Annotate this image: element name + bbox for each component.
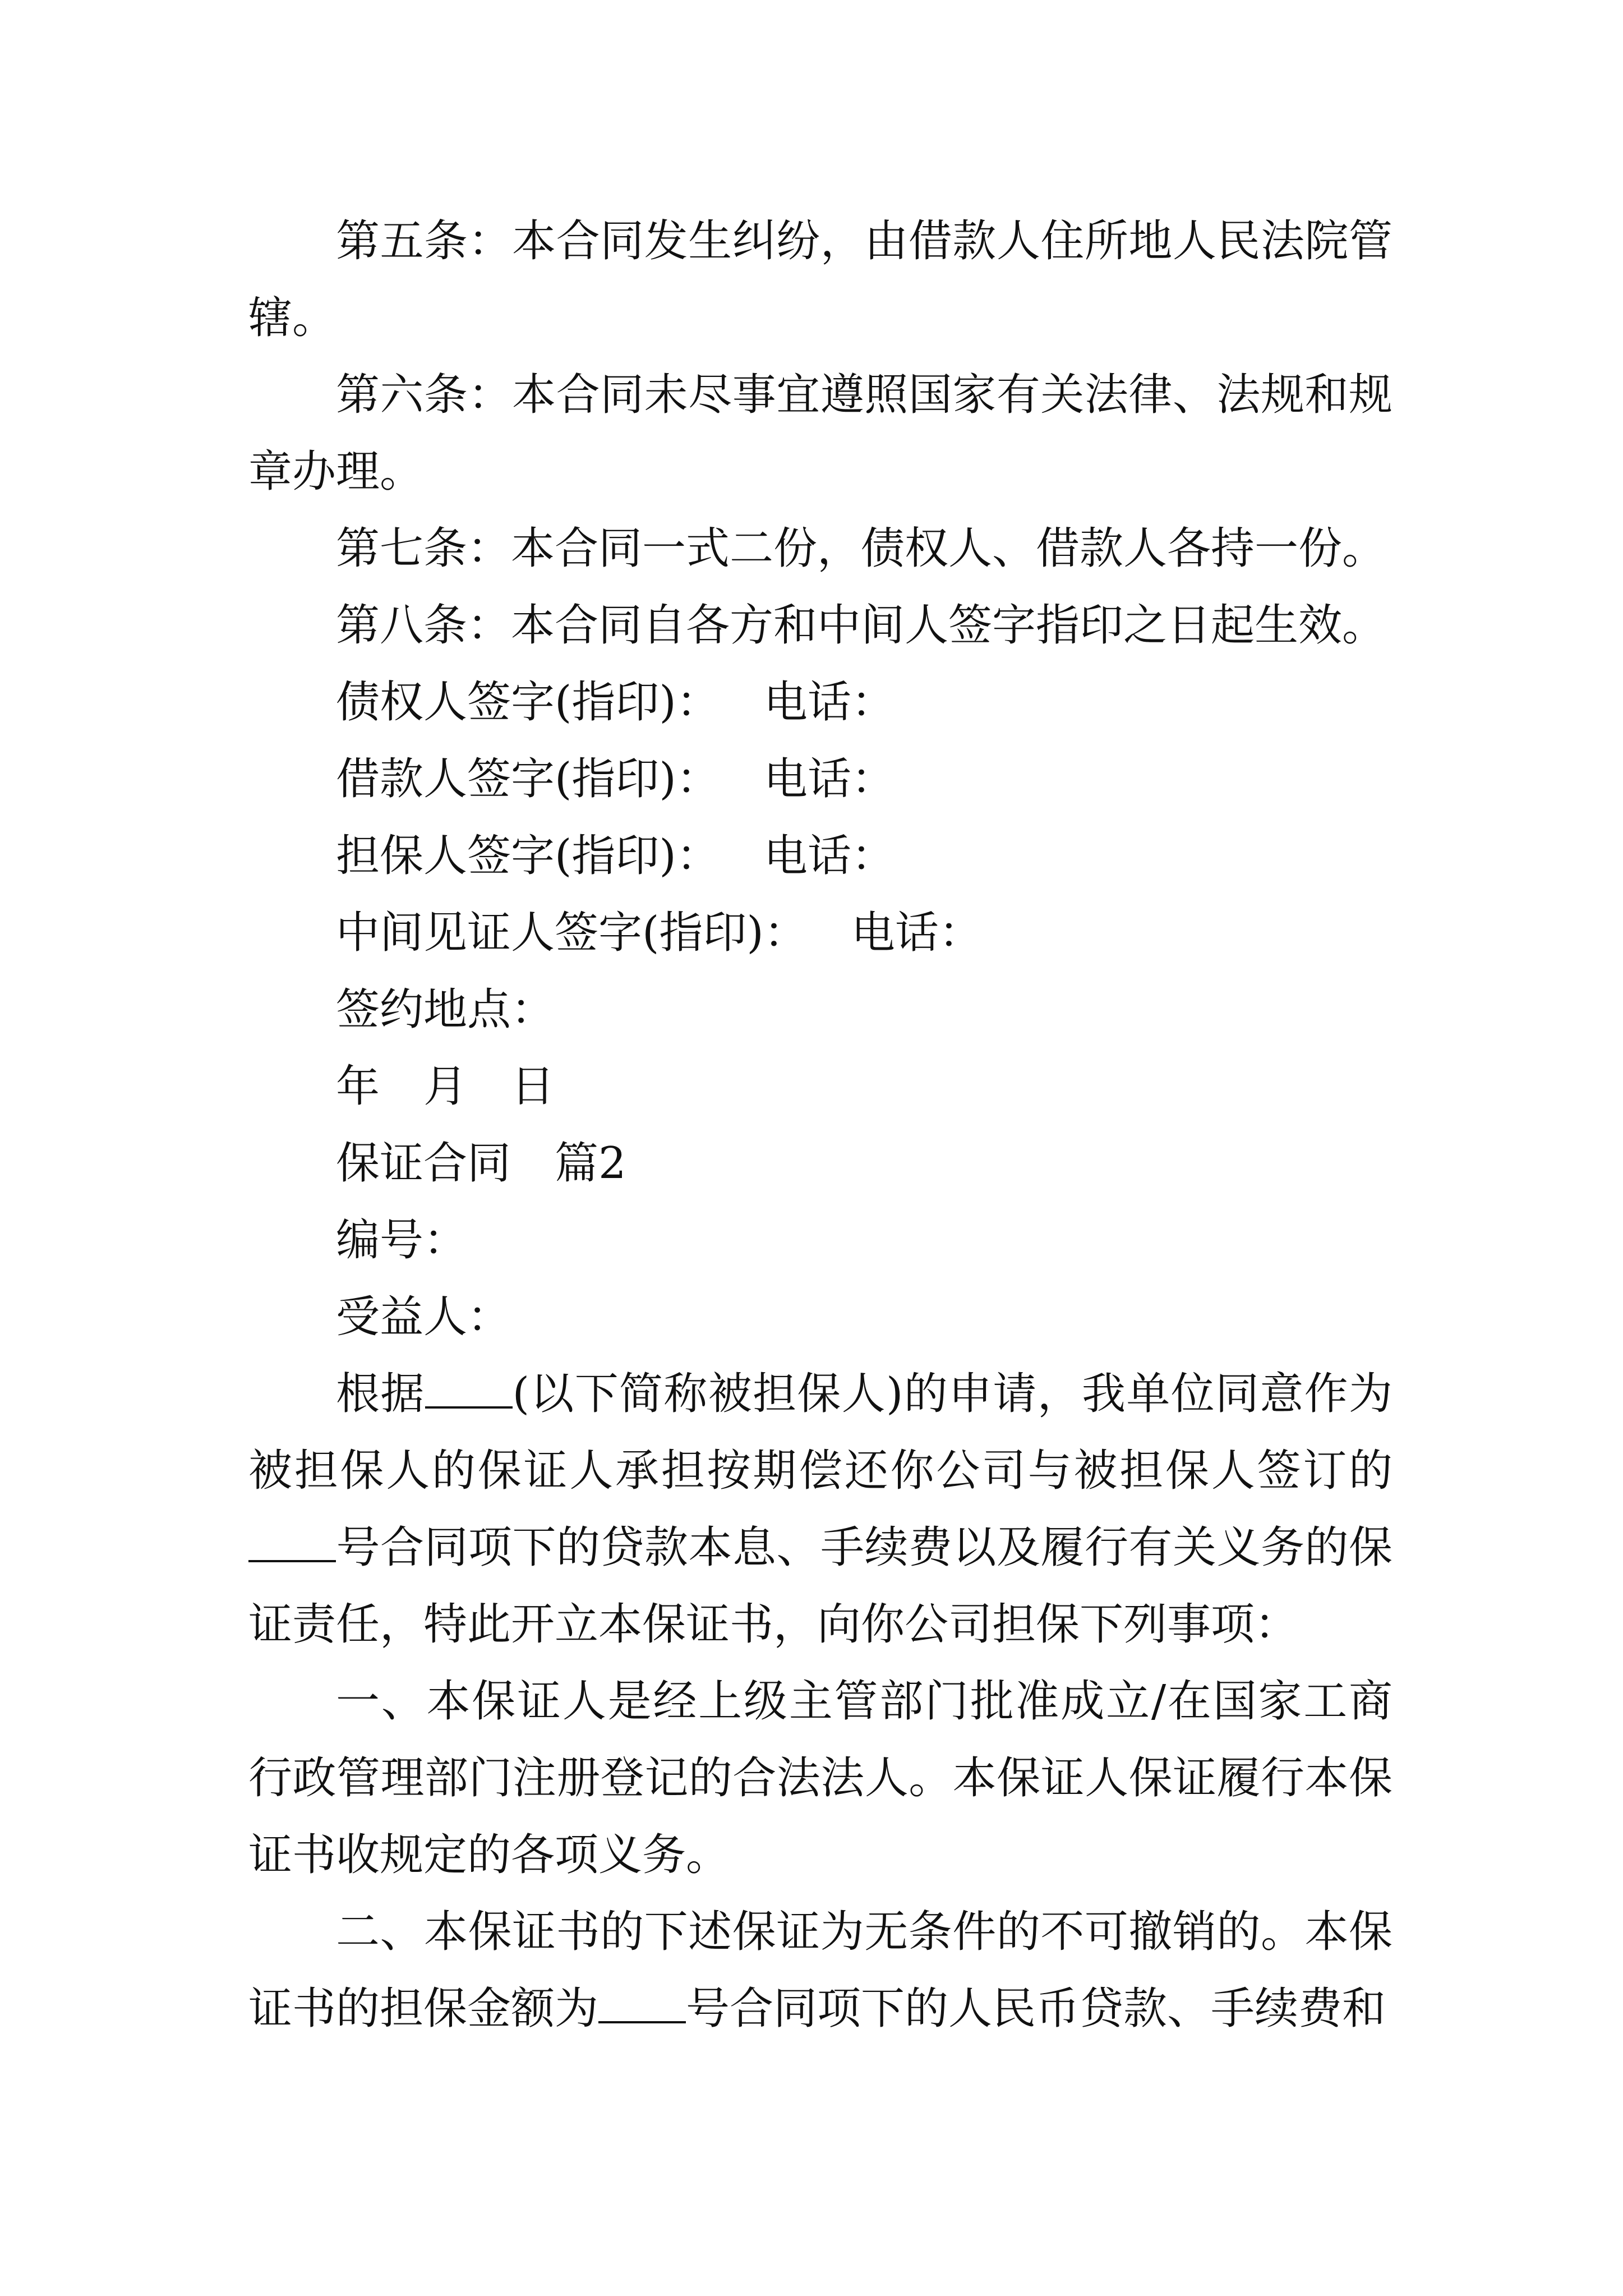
date-year: 年: [336, 1061, 380, 1112]
beneficiary-line: 受益人：: [336, 1292, 511, 1342]
number-line: 编号：: [336, 1215, 468, 1266]
signature-witness-phone: 电话：: [851, 908, 983, 958]
signature-witness-label: 中间见证人签字(指印)：: [336, 908, 808, 958]
article-8: 第八条：本合同自各方和中间人签字指印之日起生效。: [336, 600, 1386, 651]
signature-witness: [248, 895, 1393, 972]
guarantee-paragraph: [248, 1356, 1393, 1663]
section-heading: [248, 1125, 1393, 1202]
signing-place: 签约地点：: [336, 984, 555, 1035]
signature-creditor: [248, 664, 1393, 741]
clause-1: 一、本保证人是经上级主管部门批准成立/在国家工商行政管理部门注册登记的合法法人。本保证人保证履行本保证书收规定的各项义务。: [248, 1676, 1393, 1880]
article-5: 第五条：本合同发生纠纷，由借款人住所地人民法院管辖。: [248, 216, 1393, 343]
article-6: 第六条：本合同未尽事宜遵照国家有关法律、法规和规章办理。: [248, 370, 1393, 497]
signature-borrower: [248, 741, 1393, 818]
applicant-name-blank: [425, 1373, 513, 1409]
section-title: 保证合同: [336, 1138, 511, 1189]
signature-creditor-label: 债权人签字(指印)：: [336, 677, 720, 728]
clause-2-text-b: 号合同项下的人民币贷款、手续费和: [686, 1984, 1386, 2034]
contract-number-blank: [248, 1526, 336, 1562]
section-label: 篇2: [555, 1138, 626, 1189]
guarantee-text-c: 号合同项下的贷款本息、手续费以及履行有关义务的保证责任，特此开立本保证书，向你公司担保下列事项：: [248, 1522, 1393, 1650]
guarantee-text-b: (以下简称被担保人)的申请，我单位同意作为被担保人的保证人承担按期偿还你公司与被担保人签订的: [248, 1369, 1393, 1496]
signature-borrower-phone: 电话：: [763, 754, 895, 804]
signature-guarantor: [248, 818, 1393, 895]
signature-guarantor-label: 担保人签字(指印)：: [336, 831, 720, 881]
signature-borrower-label: 借款人签字(指印)：: [336, 754, 720, 804]
article-7: 第七条：本合同一式二份，债权人、借款人各持一份。: [336, 523, 1386, 574]
document-body: [248, 203, 1393, 2047]
guarantee-text-a: 根据: [336, 1369, 425, 1419]
signing-date: [248, 1048, 1393, 1125]
clause-2-text-a: 二、本保证书的下述保证为无条件的不可撤销的。本保证书的担保金额为: [248, 1907, 1393, 2034]
contract-number-blank-2: [598, 1987, 686, 2023]
date-month: 月: [423, 1061, 468, 1112]
date-day: 日: [511, 1061, 555, 1112]
clause-2: [248, 1894, 1393, 2047]
signature-guarantor-phone: 电话：: [763, 831, 895, 881]
signature-creditor-phone: 电话：: [763, 677, 895, 728]
